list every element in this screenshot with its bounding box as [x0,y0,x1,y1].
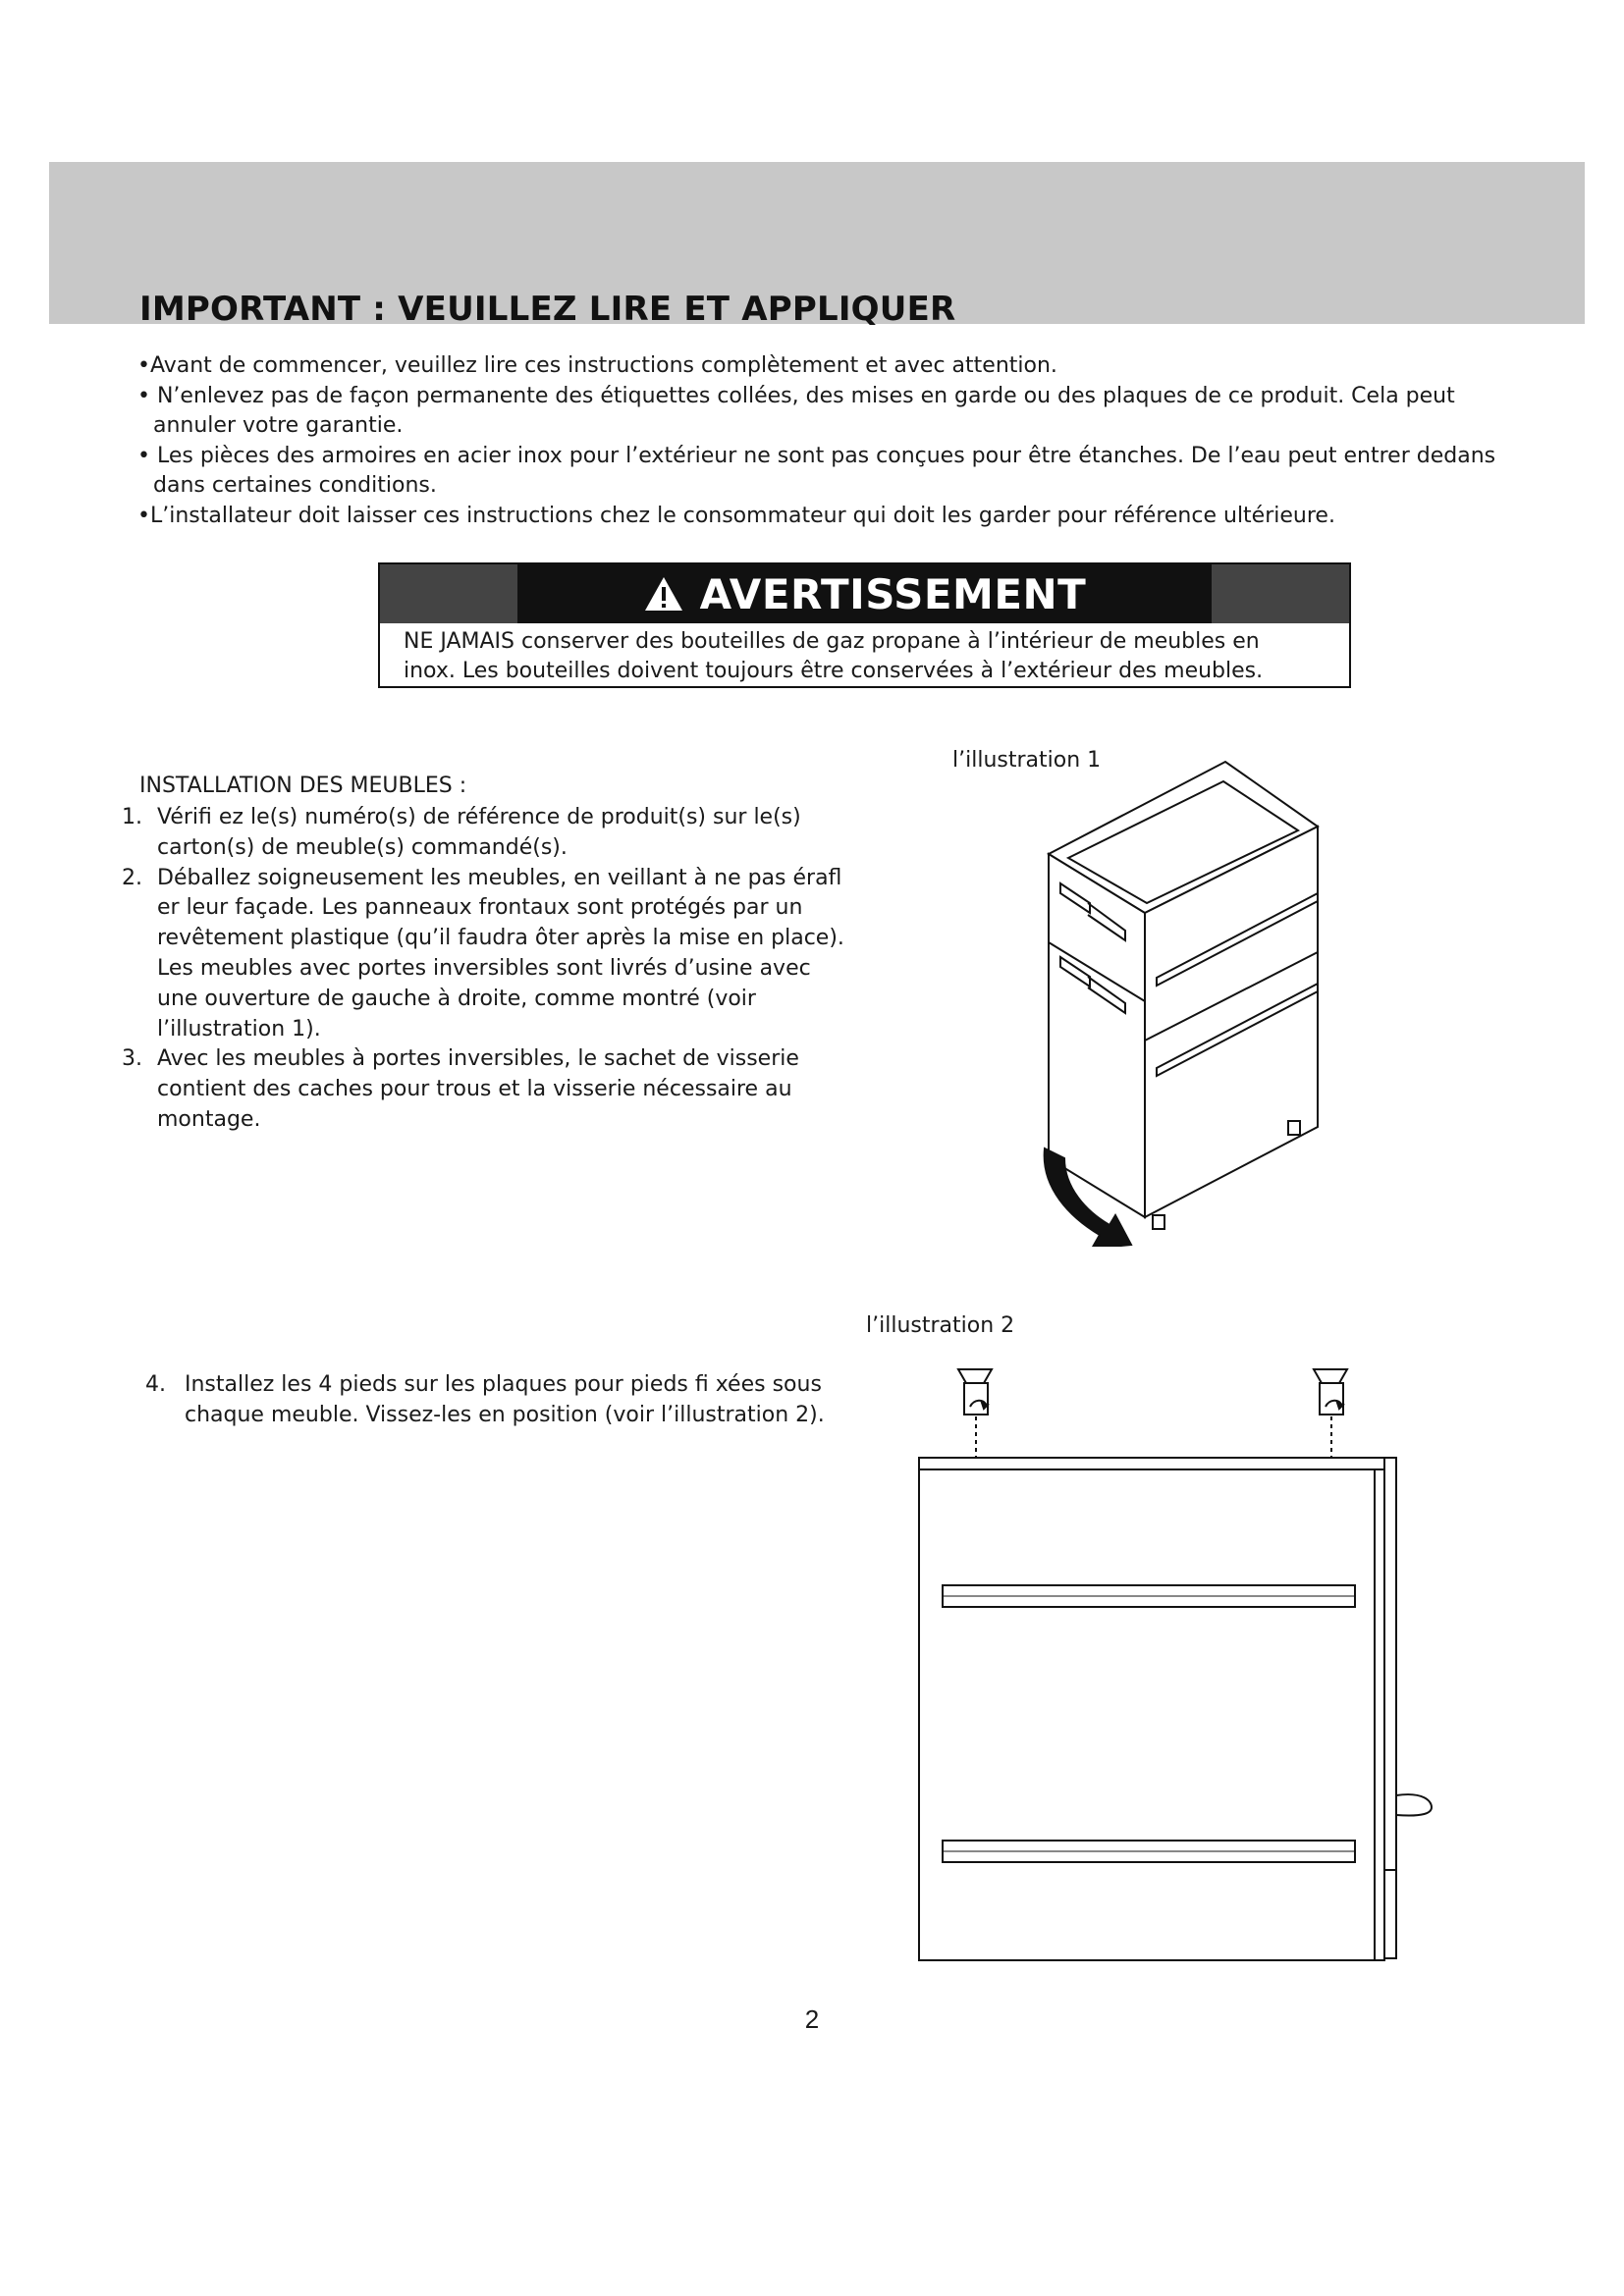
warning-line-1: NE JAMAIS conserver des bouteilles de gaz propane à l’intérieur de meubles en [404,629,1260,654]
note-item: • N’enlevez pas de façon permanente des étiquettes collées, des mises en garde ou des plaques de ce produit. Cela peut annuler votre garantie. [137,383,1455,438]
page-number: 2 [804,2004,820,2034]
foot-right [1314,1369,1347,1458]
step-item [122,803,848,864]
warning-title: AVERTISSEMENT [699,569,1087,618]
warning-body [380,623,1349,690]
step-item-4 [145,1370,872,1431]
step-text: Installez les 4 pieds sur les plaques pour pieds fi xées sous chaque meuble. Vissez-les en position (voir l’illustration 2). [185,1372,825,1427]
note-item: •Avant de commencer, veuillez lire ces instructions complètement et avec attention. [137,353,1057,378]
warning-title-row [380,564,1349,623]
step-item [122,864,848,1045]
illustration-1-caption: l’illustration 1 [952,748,1102,773]
step-text: Avec les meubles à portes inversibles, le sachet de visserie contient des caches pour trous et la visserie nécessaire au montage. [157,1046,799,1132]
step-number: 2. [122,865,142,890]
warning-header [380,564,1349,623]
step-number: 1. [122,805,142,829]
step-item [122,1044,848,1135]
note-item: •L’installateur doit laisser ces instructions chez le consommateur qui doit les garder pour référence ultérieure. [137,503,1335,528]
page-title: IMPORTANT : VEUILLEZ LIRE ET APPLIQUER [139,290,956,329]
installation-heading: INSTALLATION DES MEUBLES : [139,774,467,798]
step-text: Déballez soigneusement les meubles, en veillant à ne pas érafl er leur façade. Les panneaux frontaux sont protégés par un revêtement plastique (qu’il faudra ôter après la mise en place). Les meubles avec portes inversibles sont livrés d’usine avec une ouverture de gauche à droite, comme montré (voir l’illustration 1). [157,865,844,1041]
warning-line-2: inox. Les bouteilles doivent toujours être conservées à l’extérieur des meubles. [404,659,1264,683]
illustration-2-caption: l’illustration 2 [866,1313,1015,1338]
step-text: Vérifi ez le(s) numéro(s) de référence de produit(s) sur le(s) carton(s) de meuble(s) commandé(s). [157,805,801,860]
important-notes [137,351,1502,531]
note-item: • Les pièces des armoires en acier inox pour l’extérieur ne sont pas conçues pour être étanches. De l’eau peut entrer dedans dans certaines conditions. [137,443,1496,498]
step-number: 4. [145,1372,166,1397]
foot-left [958,1369,992,1458]
installation-steps [122,803,848,1136]
cabinet-back-illustration [913,1360,1443,1978]
cabinet-illustration [1031,756,1345,1247]
step-number: 3. [122,1046,142,1072]
warning-box [378,562,1351,688]
warning-triangle-icon [643,575,684,613]
